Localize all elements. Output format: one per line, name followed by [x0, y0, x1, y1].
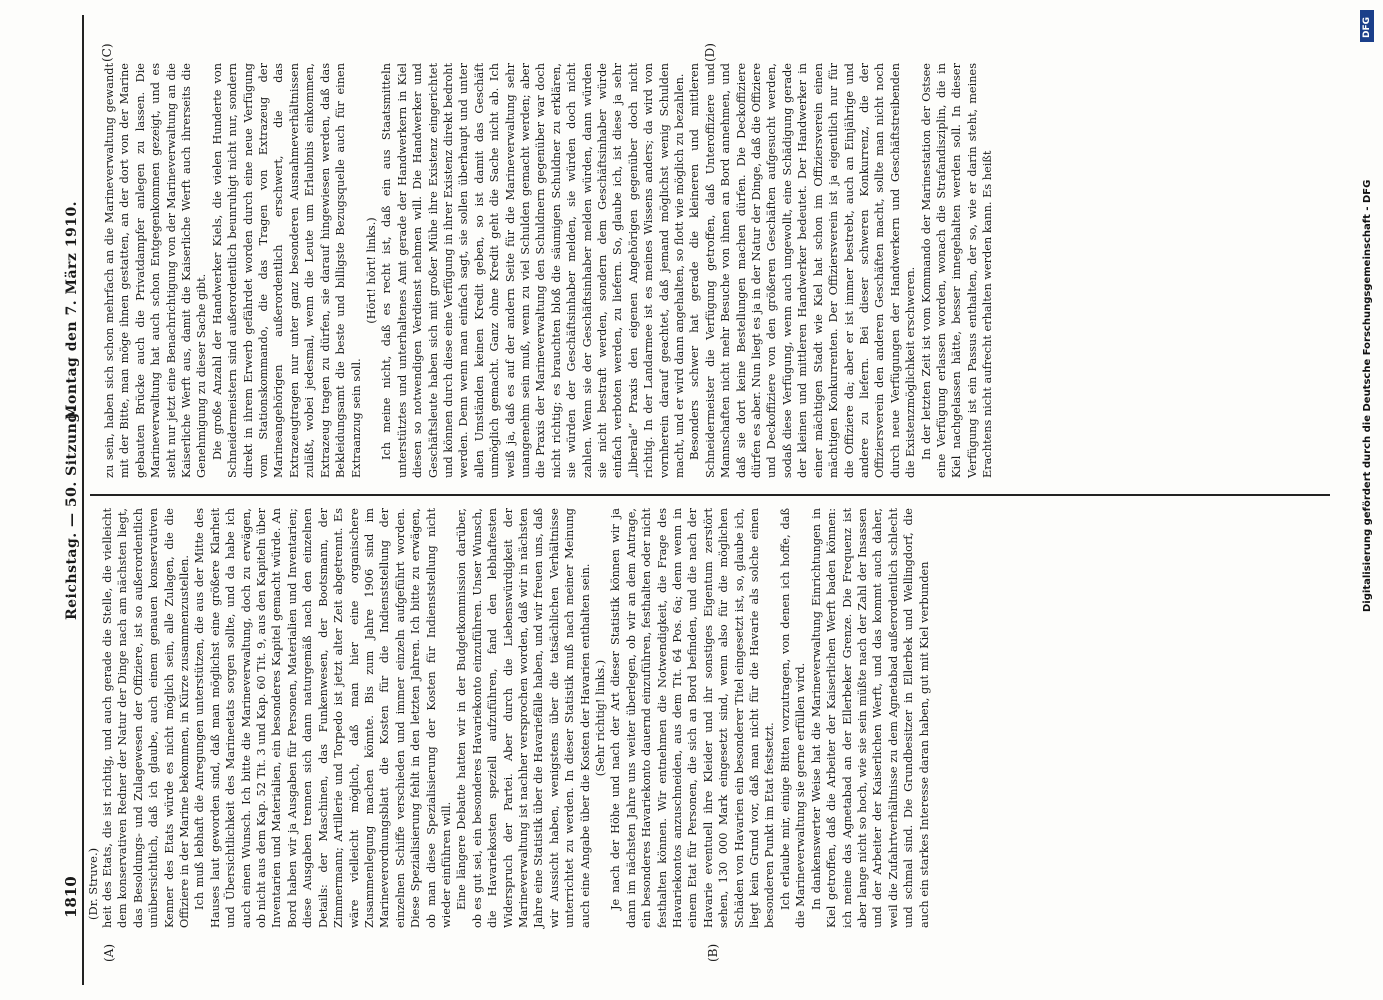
paragraph: Ich meine nicht, daß es recht ist, daß ein aus Staatsmitteln unterstütztes und unterhaltenes Amt gerade der Handwerkern in Kiel diesen so notwendigen Verdienst nehmen will. Die Handwerker und Geschäftsleute haben sich mit großer Mühe ihre Existenz eingerichtet und können durch diese eine Verfügung in ihrer Existenz direkt bedroht werden. Denn wenn man einfach sagt, sie sollen überhaupt und unter allen Umständen keinen Kredit geben, so ist damit das Geschäft unmöglich gemacht. Ganz ohne Kredit geht die Sache nicht ab. Ich weiß ja, daß es auf der andern Seite für die Marineverwaltung sehr unangenehm sein muß, wenn zu viel Schulden gemacht werden; aber die Praxis der Marineverwaltung den Schuldnern gegenüber war doch nicht richtig; es brauchten bloß die säumigen Schuldner zu erklären, sie würden der Geschäftsinhaber melden, sie würden doch nicht zahlen. Wenn sie der Geschäftsinhaber melden würden, dann würden sie nicht bestraft werden, sondern dem Geschäftsinhaber würde einfach verboten werden, zu liefern. So, glaube ich, ist diese ja sehr „liberale“ Praxis den eigenen Angehörigen gegenüber doch nicht richtig. In der Landarmee ist es meines Wissens anders; da wird von vornherein darauf geachtet, daß jemand möglichst wenig Schulden macht, und er wird dann angehalten, so flott wie möglich zu bezahlen. [380, 63, 687, 478]
dfg-logo-text: DFG [1362, 16, 1372, 38]
paragraph: Je nach der Höhe und nach der Art dieser Statistik können wir ja dann im nächsten Jahre uns weiter überlegen, ob wir an dem Antrage, ein besonderes Havariekonto dauernd einzuführen, festhalten oder nicht festhalten können. Wir entnehmen die Notwendigkeit, die Frage des Havariekontos anzuschneiden, aus dem Tit. 64 Pos. 6a; denn wenn in einem Etat für Personen, die sich an Bord befinden, und die nach der Havarie eventuell ihre Kleider und ihr sonstiges Eigentum zerstört sehen, 130 000 Mark eingesetzt sind, wenn also für die möglichen Schäden von Havarien ein besonderer Titel eingesetzt ist, so, glaube ich, liegt kein Grund vor, daß man nicht für die Havarie als solche einen besonderen Punkt im Etat festsetzt. [609, 508, 777, 928]
paragraph: In dankenswerter Weise hat die Marineverwaltung Einrichtungen in Kiel getroffen, daß die Arbeiter der Kaiserlichen Werft baden können: ich meine das Agnetabad an der Ellerbeker Grenze. Die Frequenz ist aber lange nicht so hoch, wie sie sein müßte nach der Zahl der Insassen und der Arbeiter der Kaiserlichen Werft, und das kommt auch daher, weil die Zufahrtverhältnisse zu dem Agnetabad außerordentlich schlecht und schmal sind. Die Grundbesitzer in Ellerbek und Wellingdorf, die auch ein starkes Interesse daran haben, gut mit Kiel verbunden [809, 508, 931, 928]
right-running-head: Montag den 7. März 1910. [64, 200, 80, 420]
column-right [102, 63, 1317, 478]
digitization-credit: Digitalisierung gefördert durch die Deutsche Forschungsgemeinschaft - DFG [1362, 179, 1373, 612]
marker-b: (B) [706, 943, 720, 962]
interjection: (Hört! hört! links.) [364, 217, 378, 324]
paragraph: Eine längere Debatte hatten wir in der Budgetkommission darüber, ob es gut sei, ein besonderes Havariekonto einzuführen. Unser Wunsch, die Havariekosten speziell aufzuführen, fand den lebhaftesten Widerspruch der Partei. Aber durch die Liebenswürdigkeit der Marineverwaltung ist nachher versprochen worden, daß wir in nächsten Jahre eine Statistik über die Havariefälle haben, und wir freuen uns, daß wir Aussicht haben, wenigstens über die tatsächlichen Verhältnisse unterrichtet zu werden. In dieser Statistik muß nach meiner Meinung auch eine Angabe über die Kosten der Havarien enthalten sein. [455, 508, 592, 928]
paragraph: Ich erlaube mir, einige Bitten vorzutragen, von denen ich hoffe, daß die Marineverwaltung sie gerne erfüllen wird. [778, 508, 808, 928]
paragraph: Besonders schwer hat gerade die kleineren und mittleren Schneidermeister die Verfügung getroffen, daß Unteroffiziere und Mannschaften nicht mehr Besuche von ihnen an Bord annehmen, und daß sie dort keine Bestellungen machen dürfen. Die Deckoffiziere dürfen es aber. Nun liegt es ja in der Natur der Dinge, daß die Offiziere und Deckoffiziere von den größeren Geschäften aufgesucht werden, sodaß diese Verfügung, wenn auch ungewollt, eine Schädigung gerade der kleinen und mittleren Handwerker bedeutet. Der Handwerker in einer mächtigen Stadt wie Kiel hat schon im Offiziersverein einen mächtigen Konkurrenten. Der Offiziersverein ist ja eigentlich nur für die Offiziere da; aber er ist immer bestrebt, auch an Einjährige und andere zu liefern. Bei dieser schweren Konkurrenz, die der Offiziersverein den anderen Geschäften macht, sollte man nicht noch durch neue Verfügungen der Handwerkern und Geschäftstreibenden die Existenzmöglichkeit erschweren. [688, 63, 918, 478]
paragraph: Ich muß lebhaft die Anregungen unterstützen, die aus der Mitte des Hauses laut geworden sind, daß man möglichst eine größere Klarheit und Übersichtlichkeit des Marineetats sorgen sollte, und da habe ich auch einen Wunsch. Ich bitte die Marineverwaltung, doch zu erwägen, ob nicht aus dem Kap. 52 Tit. 3 und Kap. 60 Tit. 9, aus den Kapiteln über Inventarien und Materialien, ein besonderes Kapitel gemacht würde. An Bord haben wir ja Ausgaben für Personen, Materialien und Inventarien; diese Ausgaben trennen sich dann naturgemäß nach den einzelnen Details: der Maschinen, das Funkenwesen, der Bootsmann, der Zimmermann; Artillerie und Torpedo ist jetzt alter Zeit abgetrennt. Es wäre vielleicht möglich, daß man hier eine organischere Zusammenlegung machen könnte. Bis zum Jahre 1906 sind im Marineverordnungsblatt die Kosten für die Indienststellung der einzelnen Schiffe verschieden und immer einzeln aufgeführt worden. Diese Spezialisierung fehlt in den letzten Jahren. Ich bitte zu erwägen, ob man diese Spezialisierung der Kosten für Indienststellung nicht wieder einführen will. [193, 508, 453, 928]
marker-c: (C) [100, 43, 114, 62]
speaker-label: (Dr. Struve.) [86, 847, 100, 920]
header-rule [82, 15, 84, 985]
paragraph: Die große Anzahl der Handwerker Kiels, die vielen Hunderte von Schneidermeistern sind außerordentlich beunruhigt nicht nur, sondern direkt in ihrem Erwerb gefährdet worden durch eine neue Verfügung vom Stationskommando, die das Tragen von Extrazeug der Marineangehörigen außerordentlich erschwert, die das Extrazeugtragen nur unter ganz besonderen Ausnahmeverhältnissen zuläßt, wobei jedesmal, wenn die Leute um Erlaubnis einkommen, Extrazeug tragen zu dürfen, sie darauf hingewiesen werden, daß das Bekleidungsamt die beste und billigste Bezugsquelle auch für einen Extraanzug sein soll. [210, 63, 363, 478]
column-divider [90, 494, 1330, 496]
paragraph: heit des Etats, die ist richtig, und auch gerade die Stelle, die vielleicht dem konservativen Redner der Natur der Dinge nach am nächsten liegt, das Besoldungs- und Zulagewesen der Offiziere, ist so außerordentlich unübersichtlich, daß ich glaube, auch einem genauen konservativen Kenner des Etats würde es nicht möglich sein, alle Zulagen, die die Offiziere in der Marine bekommen, in Kürze zusammenzustellen. [101, 508, 192, 928]
interjection: (Sehr richtig! links.) [594, 659, 607, 777]
marker-d: (D) [703, 43, 717, 62]
dfg-logo [1360, 10, 1374, 42]
paragraph: In der letzten Zeit ist vom Kommando der Marinestation der Ostsee eine Verfügung erlassen worden, wonach die Strafandisziplin, die in Kiel nachgelassen hätte, besser innegehalten werden soll. In dieser Verfügung ist ein Passus enthalten, der so, wie er darin steht, meines Erachtens nicht aufrecht erhalten werden kann. Es heißt [919, 63, 995, 478]
paragraph: zu sein, haben sich schon mehrfach an die Marineverwaltung gewandt mit der Bitte, man möge ihnen gestatten, an der dort von der Marine gebauten Brücke auch die Privatdampfer anlegen zu lassen. Die Marineverwaltung hat auch schon Entgegenkommen gezeigt, und es steht nur jetzt eine Benachrichtigung von der Marineverwaltung an die Kaiserliche Werft aus, damit die Kaiserliche Werft auch ihrerseits die Genehmigung zu dieser Sache gibt. [103, 63, 209, 478]
marker-a: (A) [102, 943, 116, 962]
page-number: 1810 [62, 876, 80, 918]
column-left [100, 508, 1315, 928]
left-running-head: Reichstag. — 50. Sitzung. [64, 407, 80, 620]
